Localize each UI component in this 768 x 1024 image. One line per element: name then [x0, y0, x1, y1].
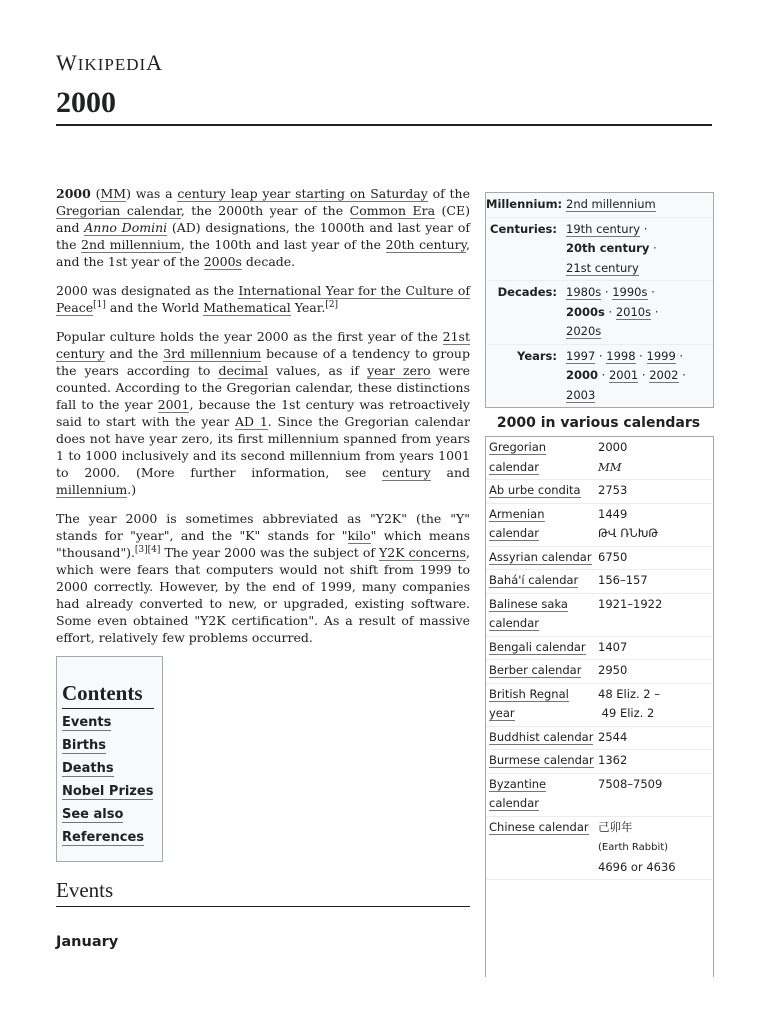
table-row: Chinese calendar 己卯年 (Earth Rabbit) 4696 or 4636 — [486, 817, 713, 881]
table-row: Burmese calendar 1362 — [486, 750, 713, 774]
link-ad-1[interactable]: AD 1 — [235, 414, 268, 429]
cal-label-burmese[interactable]: Burmese calendar — [489, 753, 594, 767]
link-mathematical[interactable]: Mathematical — [203, 300, 291, 315]
link-mm[interactable]: MM — [100, 186, 127, 201]
link-century[interactable]: century — [382, 465, 431, 480]
intro-paragraph-1: 2000 (MM) was a century leap year starting on Saturday of the Gregorian calendar, the 2000th year of the Common Era (CE) and Anno Domini (AD) designations, the 1000th and last year of the 2nd millennium, the 100th and last year of the 20th century, and the 1st year of the 2000s decade. — [56, 186, 471, 269]
link-2002[interactable]: 2002 — [649, 368, 679, 382]
millennium-label: Millennium: — [486, 197, 563, 211]
cal-label-buddhist[interactable]: Buddhist calendar — [489, 729, 594, 744]
table-row: Balinese saka calendar 1921–1922 — [486, 594, 713, 637]
link-2000s[interactable]: 2000s — [203, 254, 242, 269]
navigation-infobox: Millennium: 2nd millennium Centuries: 19th century · 20th century · 21st century Decades: 1980s · 1990s · 2000s · 2010s · 2020s Years: 1997 · 1998 · 1999 · 2000 · 2001 · 2002 · 2003 — [485, 192, 714, 408]
title-divider — [56, 124, 712, 126]
cal-label-chinese[interactable]: Chinese calendar — [489, 819, 589, 834]
subsection-heading-january: January — [56, 934, 119, 950]
calendars-title: 2000 in various calendars — [496, 415, 701, 431]
link-2001[interactable]: 2001 — [157, 397, 190, 412]
article-body — [56, 185, 470, 658]
table-of-contents — [56, 656, 163, 862]
table-row: Byzantine calendar 7508–7509 — [486, 774, 713, 817]
cal-label-gregorian[interactable]: Gregorian calendar — [489, 440, 547, 474]
link-20th-century[interactable]: 20th century — [385, 237, 466, 252]
section-heading-events: Events — [56, 878, 470, 907]
current-century: 20th century — [566, 241, 650, 255]
cal-label-byzantine[interactable]: Byzantine calendar — [489, 776, 547, 810]
toc-item-births[interactable]: Births — [62, 738, 106, 753]
toc-item-events[interactable]: Events — [62, 715, 112, 730]
intro-paragraph-4: The year 2000 is sometimes abbreviated as "Y2K" (the "Y" stands for "year", and the "K" stands for "kilo" which means "thousand").[3][4] The year 2000 was the subject of Y2K concerns, which were fears that computers would not shift from 1999 to 2000 correctly. However, by the end of 1999, many companies had already converted to new, or upgraded, existing software. Some even obtained "Y2K certification". As a result of massive effort, relatively few problems occurred. — [56, 511, 470, 645]
table-row: Gregorian calendar 2000 MM — [486, 437, 713, 480]
link-millennium[interactable]: millennium — [56, 482, 128, 497]
link-19th-century[interactable]: 19th century — [566, 221, 641, 236]
link-1980s[interactable]: 1980s — [566, 285, 602, 299]
link-y2k-concerns[interactable]: Y2K concerns — [379, 545, 467, 560]
current-decade: 2000s — [566, 304, 605, 319]
table-row: Berber calendar 2950 — [486, 660, 713, 684]
years-label: Years: — [517, 348, 557, 363]
cal-label-bahai[interactable]: Bahá'í calendar — [489, 573, 579, 587]
link-21st-century-nav[interactable]: 21st century — [566, 260, 639, 275]
cal-label-berber[interactable]: Berber calendar — [489, 663, 582, 677]
centuries-label: Centuries: — [490, 221, 557, 236]
link-anno-domini[interactable]: Anno Domini — [84, 220, 168, 235]
toc-item-references[interactable]: References — [62, 830, 145, 845]
link-culture-of-peace[interactable]: International Year for the Culture of Peace — [56, 283, 470, 315]
toc-item-nobel-prizes[interactable]: Nobel Prizes — [62, 784, 154, 799]
citation-1[interactable]: [1] — [93, 299, 106, 310]
cal-label-bengali[interactable]: Bengali calendar — [489, 639, 586, 654]
page-title: 2000 — [56, 86, 116, 119]
link-3rd-millennium[interactable]: 3rd millennium — [163, 346, 262, 361]
cal-label-ab-urbe-condita[interactable]: Ab urbe condita — [489, 483, 581, 497]
cal-label-british-regnal[interactable]: British Regnal year — [489, 686, 569, 720]
table-row: Bengali calendar 1407 — [486, 637, 713, 661]
link-21st-century[interactable]: 21st century — [56, 329, 470, 361]
link-2001-nav[interactable]: 2001 — [608, 368, 639, 382]
link-year-zero[interactable]: year zero — [367, 363, 431, 378]
citation-2[interactable]: [2] — [325, 299, 339, 310]
current-year: 2000 — [566, 368, 599, 382]
link-2003[interactable]: 2003 — [566, 387, 596, 402]
cal-label-armenian[interactable]: Armenian calendar — [489, 506, 545, 540]
table-row: British Regnal year 48 Eliz. 2 – 49 Eliz. 2 — [486, 684, 713, 727]
link-century-leap-year[interactable]: century leap year starting on Saturday — [177, 186, 428, 201]
link-2020s[interactable]: 2020s — [566, 324, 602, 338]
bold-term: 2000 — [56, 186, 91, 201]
link-1997[interactable]: 1997 — [566, 348, 596, 363]
link-1999[interactable]: 1999 — [646, 348, 676, 363]
intro-paragraph-2: 2000 was designated as the International Year for the Culture of Peace[1] and the World Mathematical Year.[2] — [56, 283, 470, 315]
table-row: Armenian calendar 1449 ԹՎ ՌՆԽԹ — [486, 504, 713, 547]
table-row: Bahá'í calendar 156–157 — [486, 570, 713, 594]
cal-label-assyrian[interactable]: Assyrian calendar — [489, 549, 592, 564]
citation-3-4[interactable]: [3][4] — [134, 544, 161, 555]
cal-label-balinese-saka[interactable]: Balinese saka calendar — [489, 596, 568, 630]
link-2010s[interactable]: 2010s — [615, 304, 652, 319]
link-gregorian-calendar[interactable]: Gregorian calendar — [56, 203, 181, 218]
link-1990s[interactable]: 1990s — [612, 285, 648, 299]
table-row: Assyrian calendar 6750 — [486, 547, 713, 571]
link-1998[interactable]: 1998 — [606, 348, 636, 363]
toc-item-see-also[interactable]: See also — [62, 807, 124, 822]
link-decimal[interactable]: decimal — [218, 363, 269, 378]
link-millennium-value[interactable]: 2nd millennium — [566, 197, 656, 211]
link-common-era[interactable]: Common Era — [349, 203, 436, 218]
table-row: Buddhist calendar 2544 — [486, 727, 713, 751]
toc-title: Contents — [62, 657, 154, 709]
link-kilo[interactable]: kilo — [347, 528, 371, 543]
table-row: Ab urbe condita 2753 — [486, 480, 713, 504]
wikipedia-logo[interactable]: WIKIPEDIA — [56, 50, 164, 75]
link-2nd-millennium[interactable]: 2nd millennium — [81, 237, 181, 252]
intro-paragraph-3: Popular culture holds the year 2000 as the first year of the 21st century and the 3rd millennium because of a tendency to group the years according to decimal values, as if year zero were counted. According to the Gregorian calendar, these distinctions fall to the year 2001, because the 1st century was retroactively said to start with the year AD 1. Since the Gregorian calendar does not have year zero, its first millennium spanned from years 1 to 1000 inclusively and its second millennium from years 1001 to 2000. (More further information, see century and millennium.) — [56, 329, 471, 497]
decades-label: Decades: — [497, 285, 557, 299]
toc-item-deaths[interactable]: Deaths — [62, 761, 114, 776]
calendars-table — [485, 436, 714, 977]
